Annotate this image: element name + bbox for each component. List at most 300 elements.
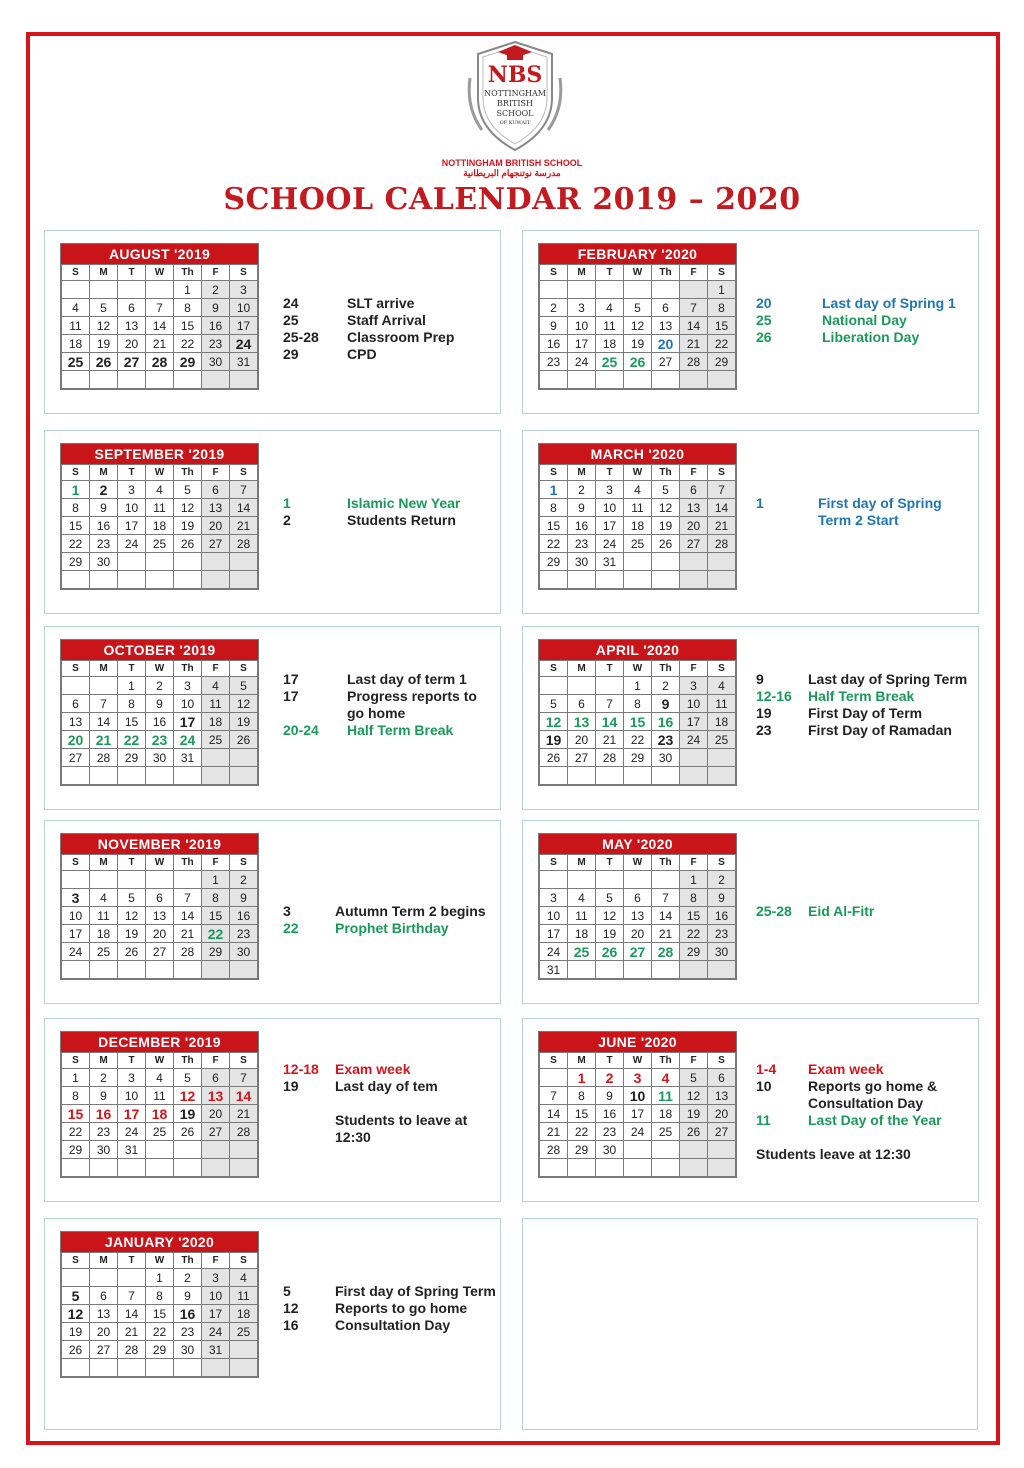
day-cell: 16	[146, 713, 174, 731]
month-panel	[522, 820, 979, 1004]
day-cell: 4	[230, 1269, 258, 1287]
month-panel	[44, 230, 501, 414]
day-cell	[202, 767, 230, 785]
day-cell	[680, 1141, 708, 1159]
day-header: S	[62, 1253, 90, 1269]
day-cell: 9	[540, 317, 568, 335]
day-cell: 26	[118, 943, 146, 961]
day-cell: 15	[624, 713, 652, 731]
day-cell: 2	[708, 871, 736, 889]
month-title: FEBRUARY '2020	[539, 244, 736, 264]
day-cell: 1	[118, 677, 146, 695]
day-cell: 17	[174, 713, 202, 731]
day-cell	[708, 371, 736, 389]
day-cell: 13	[146, 907, 174, 925]
event-text: Prophet Birthday	[335, 920, 449, 936]
day-cell	[90, 1359, 118, 1377]
day-cell: 22	[708, 335, 736, 353]
event-date: 25-28	[283, 329, 319, 345]
month-panel	[522, 626, 979, 810]
day-cell: 7	[90, 695, 118, 713]
month-calendar	[60, 833, 259, 980]
day-cell: 7	[230, 481, 258, 499]
day-header: M	[90, 465, 118, 481]
day-cell: 12	[174, 499, 202, 517]
month-panel	[44, 430, 501, 614]
day-cell	[596, 961, 624, 979]
day-cell	[90, 571, 118, 589]
day-cell: 26	[624, 353, 652, 371]
day-cell: 29	[62, 553, 90, 571]
day-cell: 2	[202, 281, 230, 299]
day-cell: 23	[568, 535, 596, 553]
day-cell: 28	[230, 1123, 258, 1141]
day-cell: 11	[568, 907, 596, 925]
day-cell: 1	[540, 481, 568, 499]
day-cell	[230, 749, 258, 767]
day-cell	[624, 553, 652, 571]
day-header: S	[230, 1053, 258, 1069]
day-cell: 9	[174, 1287, 202, 1305]
event-date: 12	[283, 1300, 299, 1316]
day-cell: 26	[174, 535, 202, 553]
month-panel	[44, 820, 501, 1004]
event-date: 20	[756, 295, 772, 311]
month-title: MARCH '2020	[539, 444, 736, 464]
event-date: 23	[756, 722, 772, 738]
day-cell: 28	[708, 535, 736, 553]
day-header: T	[118, 465, 146, 481]
day-header: W	[624, 465, 652, 481]
day-cell: 10	[230, 299, 258, 317]
day-cell: 25	[146, 535, 174, 553]
day-header: T	[118, 1053, 146, 1069]
day-cell: 18	[652, 1105, 680, 1123]
month-panel	[44, 626, 501, 810]
day-header: S	[540, 855, 568, 871]
day-cell: 10	[202, 1287, 230, 1305]
day-cell: 18	[624, 517, 652, 535]
day-cell: 17	[540, 925, 568, 943]
day-cell: 6	[568, 695, 596, 713]
day-header: M	[568, 1053, 596, 1069]
day-cell: 24	[596, 535, 624, 553]
day-cell	[202, 571, 230, 589]
day-cell: 25	[230, 1323, 258, 1341]
day-cell: 2	[652, 677, 680, 695]
day-header: Th	[174, 465, 202, 481]
day-cell: 28	[174, 943, 202, 961]
day-cell: 17	[568, 335, 596, 353]
day-cell: 17	[118, 1105, 146, 1123]
day-cell: 3	[202, 1269, 230, 1287]
day-header: T	[118, 265, 146, 281]
day-header: S	[708, 855, 736, 871]
day-cell: 20	[708, 1105, 736, 1123]
day-cell	[90, 371, 118, 389]
day-cell: 8	[624, 695, 652, 713]
day-header: F	[202, 1253, 230, 1269]
day-cell: 1	[174, 281, 202, 299]
day-cell: 5	[680, 1069, 708, 1087]
day-cell: 3	[624, 1069, 652, 1087]
day-header: S	[230, 465, 258, 481]
day-cell: 30	[90, 1141, 118, 1159]
day-cell: 21	[118, 1323, 146, 1341]
day-cell	[146, 961, 174, 979]
day-header: T	[596, 1053, 624, 1069]
day-cell: 11	[708, 695, 736, 713]
day-cell: 3	[230, 281, 258, 299]
day-cell: 8	[146, 1287, 174, 1305]
day-cell: 24	[202, 1323, 230, 1341]
day-header: S	[230, 265, 258, 281]
day-cell: 8	[118, 695, 146, 713]
day-cell	[62, 1159, 90, 1177]
day-cell	[624, 281, 652, 299]
day-cell: 15	[174, 317, 202, 335]
day-cell	[90, 871, 118, 889]
month-panel	[44, 1018, 501, 1202]
day-cell: 19	[540, 731, 568, 749]
day-cell	[62, 371, 90, 389]
day-cell: 10	[174, 695, 202, 713]
day-cell: 24	[118, 1123, 146, 1141]
page-title: SCHOOL CALENDAR 2019 – 2020	[223, 182, 801, 217]
day-cell: 5	[596, 889, 624, 907]
day-cell: 20	[568, 731, 596, 749]
day-cell: 19	[230, 713, 258, 731]
day-header: S	[230, 1253, 258, 1269]
day-cell: 14	[708, 499, 736, 517]
day-cell: 15	[680, 907, 708, 925]
day-cell	[568, 281, 596, 299]
day-cell: 19	[680, 1105, 708, 1123]
day-cell	[540, 571, 568, 589]
day-cell: 18	[230, 1305, 258, 1323]
day-cell: 3	[174, 677, 202, 695]
day-cell	[118, 1159, 146, 1177]
day-cell	[118, 571, 146, 589]
month-calendar	[538, 243, 737, 390]
event-text: First day of Spring	[818, 495, 942, 511]
day-cell: 29	[680, 943, 708, 961]
day-cell	[202, 553, 230, 571]
event-text: First Day of Term	[808, 705, 923, 721]
day-cell: 6	[624, 889, 652, 907]
day-cell: 12	[680, 1087, 708, 1105]
day-cell: 7	[596, 695, 624, 713]
day-cell: 17	[624, 1105, 652, 1123]
day-cell: 3	[118, 481, 146, 499]
event-date: 29	[283, 346, 299, 362]
day-cell: 14	[680, 317, 708, 335]
event-date: 17	[283, 671, 299, 687]
event-text: Staff Arrival	[347, 312, 426, 328]
day-cell: 6	[652, 299, 680, 317]
event-date: 24	[283, 295, 299, 311]
day-header: T	[596, 661, 624, 677]
day-cell	[568, 371, 596, 389]
day-cell: 13	[202, 1087, 230, 1105]
event-date: 1-4	[756, 1061, 777, 1077]
day-cell: 15	[568, 1105, 596, 1123]
day-cell: 1	[624, 677, 652, 695]
day-cell: 21	[680, 335, 708, 353]
day-cell	[230, 767, 258, 785]
day-cell: 3	[568, 299, 596, 317]
day-cell: 13	[62, 713, 90, 731]
day-cell: 8	[174, 299, 202, 317]
event-text: Islamic New Year	[347, 495, 461, 511]
day-cell: 13	[90, 1305, 118, 1323]
day-cell: 17	[230, 317, 258, 335]
day-cell: 8	[708, 299, 736, 317]
day-cell: 22	[680, 925, 708, 943]
day-cell: 20	[90, 1323, 118, 1341]
day-cell: 12	[62, 1305, 90, 1323]
day-cell: 26	[596, 943, 624, 961]
day-cell	[118, 1269, 146, 1287]
event-text: Classroom Prep	[347, 329, 455, 345]
day-cell: 16	[540, 335, 568, 353]
day-cell: 21	[230, 1105, 258, 1123]
day-cell: 30	[596, 1141, 624, 1159]
day-cell: 16	[90, 517, 118, 535]
day-cell: 23	[90, 535, 118, 553]
day-cell	[118, 871, 146, 889]
day-cell: 24	[230, 335, 258, 353]
day-cell	[540, 677, 568, 695]
day-cell: 19	[596, 925, 624, 943]
day-cell: 15	[708, 317, 736, 335]
day-cell: 24	[680, 731, 708, 749]
day-cell: 22	[624, 731, 652, 749]
day-cell: 25	[62, 353, 90, 371]
event-text: Consultation Day	[335, 1317, 451, 1333]
day-cell	[540, 281, 568, 299]
day-cell: 16	[596, 1105, 624, 1123]
day-cell: 26	[652, 535, 680, 553]
day-header: F	[680, 265, 708, 281]
day-cell	[62, 871, 90, 889]
day-cell: 29	[708, 353, 736, 371]
day-cell	[568, 1159, 596, 1177]
day-cell: 27	[652, 353, 680, 371]
event-date: 1	[283, 495, 291, 511]
day-cell: 4	[652, 1069, 680, 1087]
day-cell: 10	[62, 907, 90, 925]
day-cell: 29	[202, 943, 230, 961]
day-cell	[596, 371, 624, 389]
day-cell	[118, 281, 146, 299]
event-text: CPD	[347, 346, 377, 362]
day-cell: 1	[146, 1269, 174, 1287]
day-cell: 28	[90, 749, 118, 767]
day-cell: 5	[174, 1069, 202, 1087]
day-cell	[146, 1359, 174, 1377]
day-cell: 31	[540, 961, 568, 979]
day-cell: 9	[230, 889, 258, 907]
day-cell: 26	[230, 731, 258, 749]
event-text: Last day of Spring 1	[822, 295, 956, 311]
day-cell: 18	[708, 713, 736, 731]
day-cell: 21	[90, 731, 118, 749]
day-cell: 25	[568, 943, 596, 961]
day-cell	[652, 767, 680, 785]
month-calendar	[60, 639, 259, 786]
day-cell: 19	[90, 335, 118, 353]
day-cell: 25	[652, 1123, 680, 1141]
logo-letters: NBS	[487, 62, 543, 88]
day-cell	[680, 371, 708, 389]
day-cell: 5	[624, 299, 652, 317]
day-cell: 14	[90, 713, 118, 731]
day-cell: 16	[174, 1305, 202, 1323]
day-cell: 10	[680, 695, 708, 713]
month-panel	[44, 1218, 501, 1430]
day-cell: 26	[62, 1341, 90, 1359]
day-cell: 1	[568, 1069, 596, 1087]
day-cell: 24	[568, 353, 596, 371]
day-cell	[146, 571, 174, 589]
day-cell	[230, 1159, 258, 1177]
event-date: 25-28	[756, 903, 792, 919]
month-title: NOVEMBER '2019	[61, 834, 258, 854]
day-cell: 20	[62, 731, 90, 749]
month-calendar	[538, 443, 737, 590]
day-cell: 3	[118, 1069, 146, 1087]
day-cell	[90, 1269, 118, 1287]
day-cell: 1	[62, 1069, 90, 1087]
day-cell: 7	[680, 299, 708, 317]
day-cell	[680, 961, 708, 979]
day-cell: 27	[62, 749, 90, 767]
day-cell: 5	[118, 889, 146, 907]
day-cell: 3	[62, 889, 90, 907]
event-text: SLT arrive	[347, 295, 415, 311]
day-cell: 28	[146, 353, 174, 371]
day-cell: 8	[680, 889, 708, 907]
event-date: 10	[756, 1078, 772, 1094]
month-title: SEPTEMBER '2019	[61, 444, 258, 464]
day-cell	[624, 371, 652, 389]
school-name-en: NOTTINGHAM BRITISH SCHOOL	[441, 158, 583, 168]
day-cell: 6	[202, 1069, 230, 1087]
day-cell	[708, 571, 736, 589]
day-cell: 8	[62, 1087, 90, 1105]
day-cell: 21	[174, 925, 202, 943]
day-cell	[596, 767, 624, 785]
day-cell	[118, 961, 146, 979]
event-text: Progress reports to	[347, 688, 477, 704]
event-text: Term 2 Start	[818, 512, 899, 528]
day-cell: 26	[174, 1123, 202, 1141]
day-cell: 13	[680, 499, 708, 517]
day-cell: 6	[146, 889, 174, 907]
day-cell	[202, 1141, 230, 1159]
day-header: F	[202, 855, 230, 871]
day-cell: 21	[540, 1123, 568, 1141]
day-cell: 24	[540, 943, 568, 961]
day-cell: 9	[596, 1087, 624, 1105]
day-header: S	[540, 1053, 568, 1069]
event-date: 16	[283, 1317, 299, 1333]
day-cell	[680, 281, 708, 299]
day-cell: 22	[174, 335, 202, 353]
day-cell	[230, 1141, 258, 1159]
day-header: M	[568, 465, 596, 481]
event-text: Liberation Day	[822, 329, 920, 345]
day-cell	[596, 1159, 624, 1177]
event-date: 26	[756, 329, 772, 345]
day-cell: 10	[118, 1087, 146, 1105]
day-cell	[62, 1359, 90, 1377]
day-cell	[202, 749, 230, 767]
day-cell: 10	[624, 1087, 652, 1105]
day-cell: 11	[90, 907, 118, 925]
day-cell: 11	[62, 317, 90, 335]
day-header: W	[146, 1053, 174, 1069]
day-cell: 27	[624, 943, 652, 961]
month-calendar	[60, 443, 259, 590]
day-cell	[708, 961, 736, 979]
day-cell	[90, 281, 118, 299]
day-cell: 8	[568, 1087, 596, 1105]
day-cell	[230, 1341, 258, 1359]
day-cell	[146, 371, 174, 389]
day-cell: 14	[540, 1105, 568, 1123]
day-cell: 22	[202, 925, 230, 943]
day-cell: 2	[174, 1269, 202, 1287]
day-cell	[680, 749, 708, 767]
day-cell: 6	[202, 481, 230, 499]
day-cell: 5	[62, 1287, 90, 1305]
day-cell: 12	[174, 1087, 202, 1105]
event-text: go home	[347, 705, 406, 721]
day-header: M	[90, 1253, 118, 1269]
event-date: 25	[283, 312, 299, 328]
day-cell	[62, 961, 90, 979]
day-cell	[62, 677, 90, 695]
month-calendar	[538, 1031, 737, 1178]
day-cell	[540, 1159, 568, 1177]
day-cell: 19	[62, 1323, 90, 1341]
month-panel	[522, 430, 979, 614]
day-cell	[540, 371, 568, 389]
day-header: F	[202, 661, 230, 677]
day-cell: 21	[596, 731, 624, 749]
event-text: Students Return	[347, 512, 456, 528]
day-cell: 22	[62, 535, 90, 553]
day-header: M	[90, 855, 118, 871]
day-cell: 20	[652, 335, 680, 353]
day-cell: 25	[708, 731, 736, 749]
day-cell	[568, 961, 596, 979]
day-cell: 4	[568, 889, 596, 907]
day-cell: 5	[174, 481, 202, 499]
day-cell: 29	[62, 1141, 90, 1159]
day-cell	[146, 767, 174, 785]
day-cell: 2	[596, 1069, 624, 1087]
month-title: JUNE '2020	[539, 1032, 736, 1052]
day-cell	[146, 1159, 174, 1177]
day-cell	[230, 1359, 258, 1377]
day-cell	[540, 767, 568, 785]
day-cell: 11	[652, 1087, 680, 1105]
day-header: F	[202, 1053, 230, 1069]
day-cell	[624, 767, 652, 785]
